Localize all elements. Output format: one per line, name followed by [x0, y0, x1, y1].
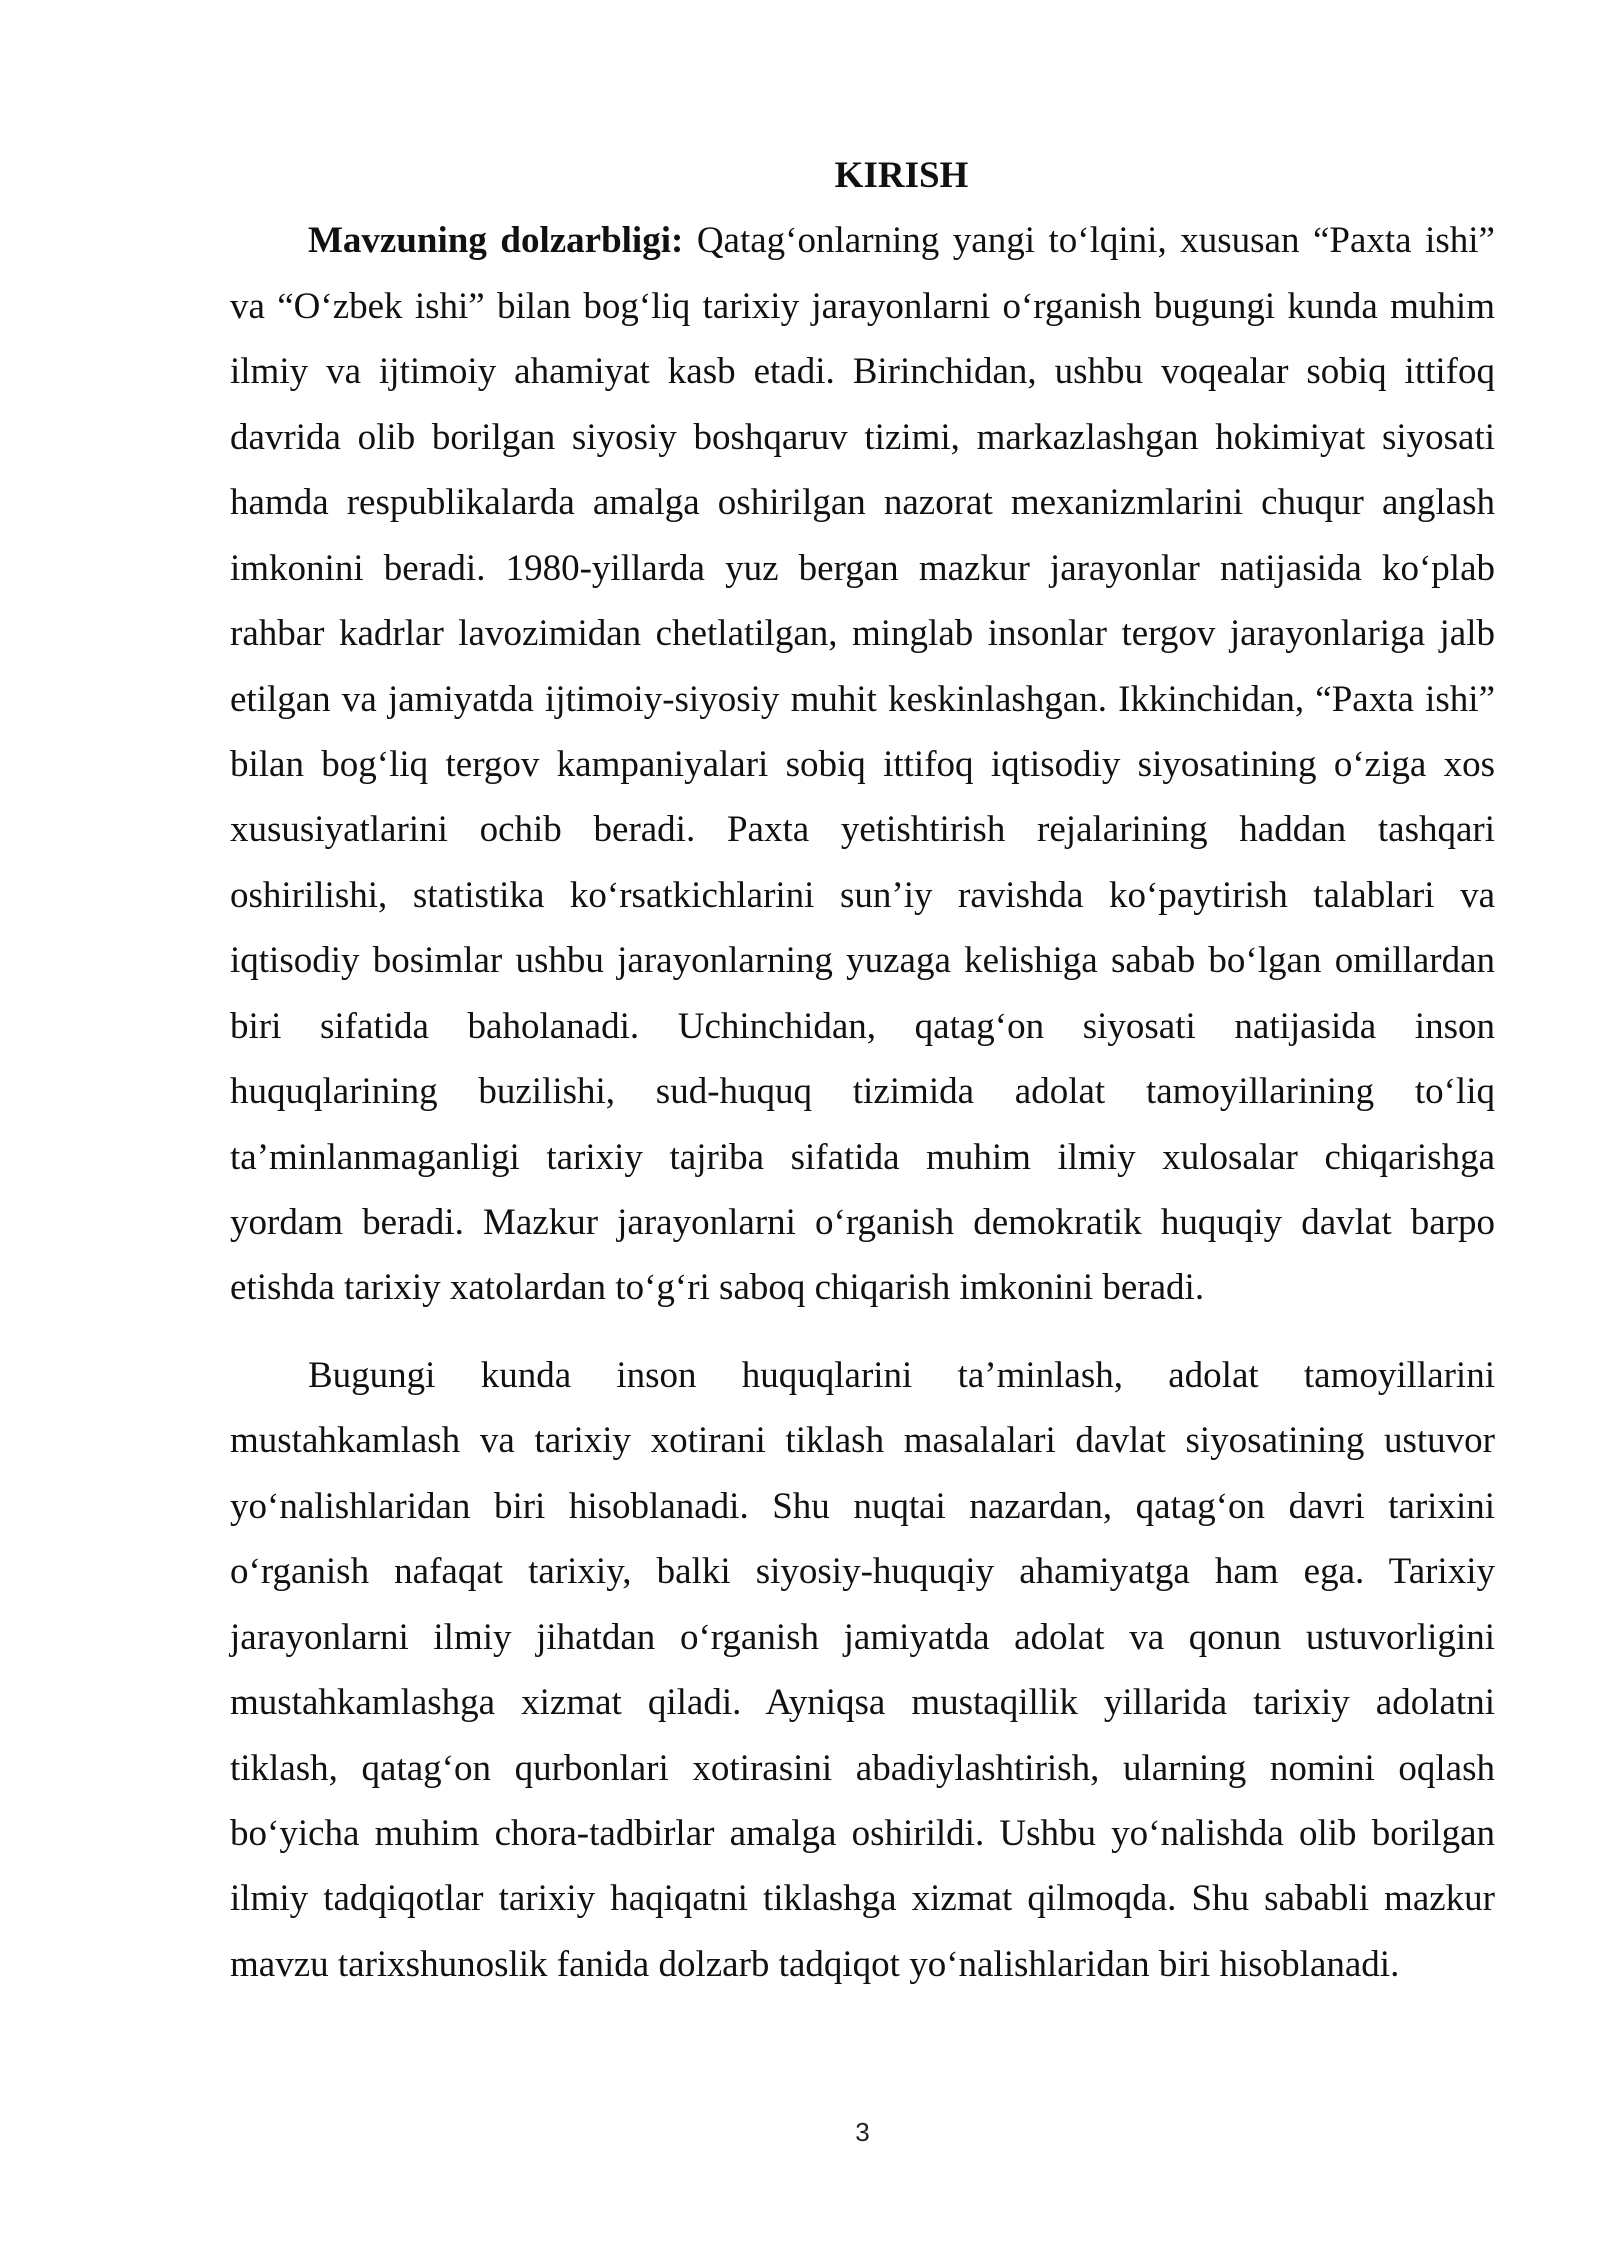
paragraph-line: Bugungi kunda inson huquqlarini ta’minlash, adolat tamoyillarini	[308, 1354, 1495, 1396]
paragraph-line: oshirilishi, statistika ko‘rsatkichlarini sun’iy ravishda ko‘paytirish talablari va	[230, 874, 1495, 916]
paragraph-line: yordam beradi. Mazkur jarayonlarni o‘rganish demokratik huquqiy davlat barpo	[230, 1202, 1495, 1243]
paragraph-line: va “O‘zbek ishi” bilan bog‘liq tarixiy jarayonlarni o‘rganish bugungi kunda muhim	[230, 285, 1495, 327]
paragraph-significance	[230, 1343, 1495, 1997]
page-heading: KIRISH	[834, 155, 969, 196]
paragraph-line: bilan bog‘liq tergov kampaniyalari sobiq ittifoq iqtisodiy siyosatining o‘ziga xos	[230, 743, 1495, 785]
paragraph-line: mustahkamlashga xizmat qiladi. Ayniqsa mustaqillik yillarida tarixiy adolatni	[230, 1682, 1495, 1724]
paragraph-line: imkonini beradi. 1980-yillarda yuz bergan mazkur jarayonlar natijasida ko‘plab	[230, 547, 1495, 589]
paragraph-line-text: Qatag‘onlarning yangi to‘lqini, xususan “Paxta ishi”	[696, 220, 1495, 262]
paragraph-line: mustahkamlash va tarixiy xotirani tiklash masalalari davlat siyosatining ustuvor	[230, 1420, 1495, 1462]
paragraph-line: huquqlarining buzilishi, sud-huquq tizimida adolat tamoyillarining to‘liq	[230, 1071, 1495, 1113]
paragraph-line: ilmiy tadqiqotlar tarixiy haqiqatni tiklashga xizmat qilmoqda. Shu sababli mazkur	[230, 1878, 1495, 1920]
page-number: 3	[855, 2117, 870, 2147]
paragraph-line: yo‘nalishlaridan biri hisoblanadi. Shu nuqtai nazardan, qatag‘on davri tarixini	[230, 1485, 1495, 1527]
paragraph-line: etishda tarixiy xatolardan to‘g‘ri saboq chiqarish imkonini beradi.	[230, 1267, 1205, 1309]
paragraph-line: iqtisodiy bosimlar ushbu jarayonlarning yuzaga kelishiga sabab bo‘lgan omillardan	[230, 940, 1495, 982]
lead-term: Mavzuning dolzarbligi:	[308, 220, 684, 262]
paragraph-line: rahbar kadrlar lavozimidan chetlatilgan, minglab insonlar tergov jarayonlariga jalb	[230, 613, 1495, 655]
page-body	[230, 143, 1495, 1997]
paragraph-relevance	[230, 208, 1495, 1320]
paragraph-line: bo‘yicha muhim chora-tadbirlar amalga oshirildi. Ushbu yo‘nalishda olib borilgan	[230, 1812, 1495, 1854]
paragraph-line: davrida olib borilgan siyosiy boshqaruv tizimi, markazlashgan hokimiyat siyosati	[230, 416, 1495, 458]
paragraph-line: tiklash, qatag‘on qurbonlari xotirasini abadiylashtirish, ularning nomini oqlash	[230, 1747, 1495, 1789]
paragraph-line: ilmiy va ijtimoiy ahamiyat kasb etadi. Birinchidan, ushbu voqealar sobiq ittifoq	[230, 351, 1495, 393]
paragraph-line: mavzu tarixshunoslik fanida dolzarb tadqiqot yo‘nalishlaridan biri hisoblanadi.	[230, 1943, 1400, 1985]
paragraph-line: etilgan va jamiyatda ijtimoiy-siyosiy muhit keskinlashgan. Ikkinchidan, “Paxta ishi”	[230, 678, 1495, 720]
paragraph-line: jarayonlarni ilmiy jihatdan o‘rganish jamiyatda adolat va qonun ustuvorligini	[230, 1616, 1495, 1658]
paragraph-line: xususiyatlarini ochib beradi. Paxta yetishtirish rejalarining haddan tashqari	[230, 809, 1495, 851]
paragraph-line: hamda respublikalarda amalga oshirilgan nazorat mexanizmlarini chuqur anglash	[230, 482, 1495, 524]
paragraph-line	[230, 208, 1495, 273]
paragraph-line: o‘rganish nafaqat tarixiy, balki siyosiy-huquqiy ahamiyatga ham ega. Tarixiy	[230, 1551, 1495, 1593]
paragraph-line: ta’minlanmaganligi tarixiy tajriba sifatida muhim ilmiy xulosalar chiqarishga	[230, 1136, 1495, 1178]
paragraph-line: biri sifatida baholanadi. Uchinchidan, qatag‘on siyosati natijasida inson	[230, 1005, 1495, 1047]
